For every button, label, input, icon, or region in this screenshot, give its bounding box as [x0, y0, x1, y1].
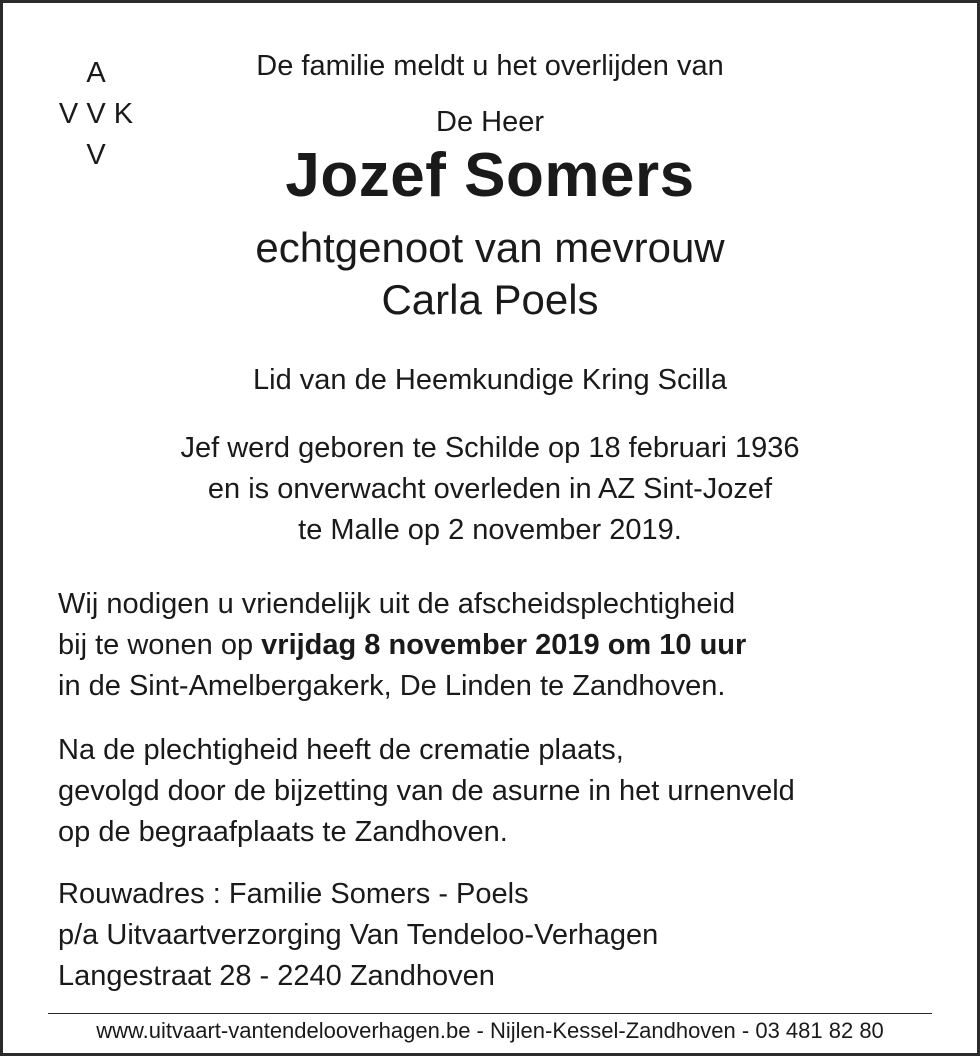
spouse-name: Carla Poels [381, 276, 599, 323]
spouse-line-1: echtgenoot van mevrouw [255, 224, 725, 271]
ceremony-datetime: vrijdag 8 november 2019 om 10 uur [261, 629, 747, 661]
address-line-3: Langestraat 28 - 2240 Zandhoven [58, 960, 495, 992]
cremation-line-2: gevolgd door de bijzetting van de asurne in het urnenveld [58, 775, 795, 807]
avvk-line-3: V [86, 139, 106, 171]
invitation-line-3: in de Sint-Amelbergakerk, De Linden te Zandhoven. [58, 670, 726, 702]
cremation-line-3: op de begraafplaats te Zandhoven. [58, 816, 508, 848]
spouse-block [0, 222, 980, 326]
intro-text: De familie meldt u het overlijden van [256, 50, 724, 82]
footer-divider [48, 1013, 932, 1014]
cremation-block [58, 730, 795, 853]
footer-contact: www.uitvaart-vantendelooverhagen.be - Nijlen-Kessel-Zandhoven - 03 481 82 80 [96, 1018, 884, 1043]
birth-line-1: Jef werd geboren te Schilde op 18 februari 1936 [180, 432, 800, 464]
address-line-2: p/a Uitvaartverzorging Van Tendeloo-Verhagen [58, 919, 659, 951]
invitation-line-2 [58, 625, 746, 666]
cremation-line-1: Na de plechtigheid heeft de crematie plaats, [58, 734, 624, 766]
avvk-line-1: A [86, 57, 106, 89]
invitation-block [58, 584, 746, 707]
birth-death-block [0, 428, 980, 551]
deceased-name: Jozef Somers [285, 141, 695, 210]
address-block [58, 874, 658, 997]
membership-text: Lid van de Heemkundige Kring Scilla [253, 364, 727, 396]
birth-line-3: te Malle op 2 november 2019. [298, 514, 682, 546]
avvk-line-2: V V K [58, 98, 134, 130]
address-line-1: Rouwadres : Familie Somers - Poels [58, 878, 529, 910]
honorific: De Heer [436, 106, 544, 138]
birth-line-2: en is onverwacht overleden in AZ Sint-Jozef [207, 473, 773, 505]
invitation-line-1: Wij nodigen u vriendelijk uit de afscheidsplechtigheid [58, 588, 736, 620]
invitation-prefix: bij te wonen op [58, 629, 262, 661]
